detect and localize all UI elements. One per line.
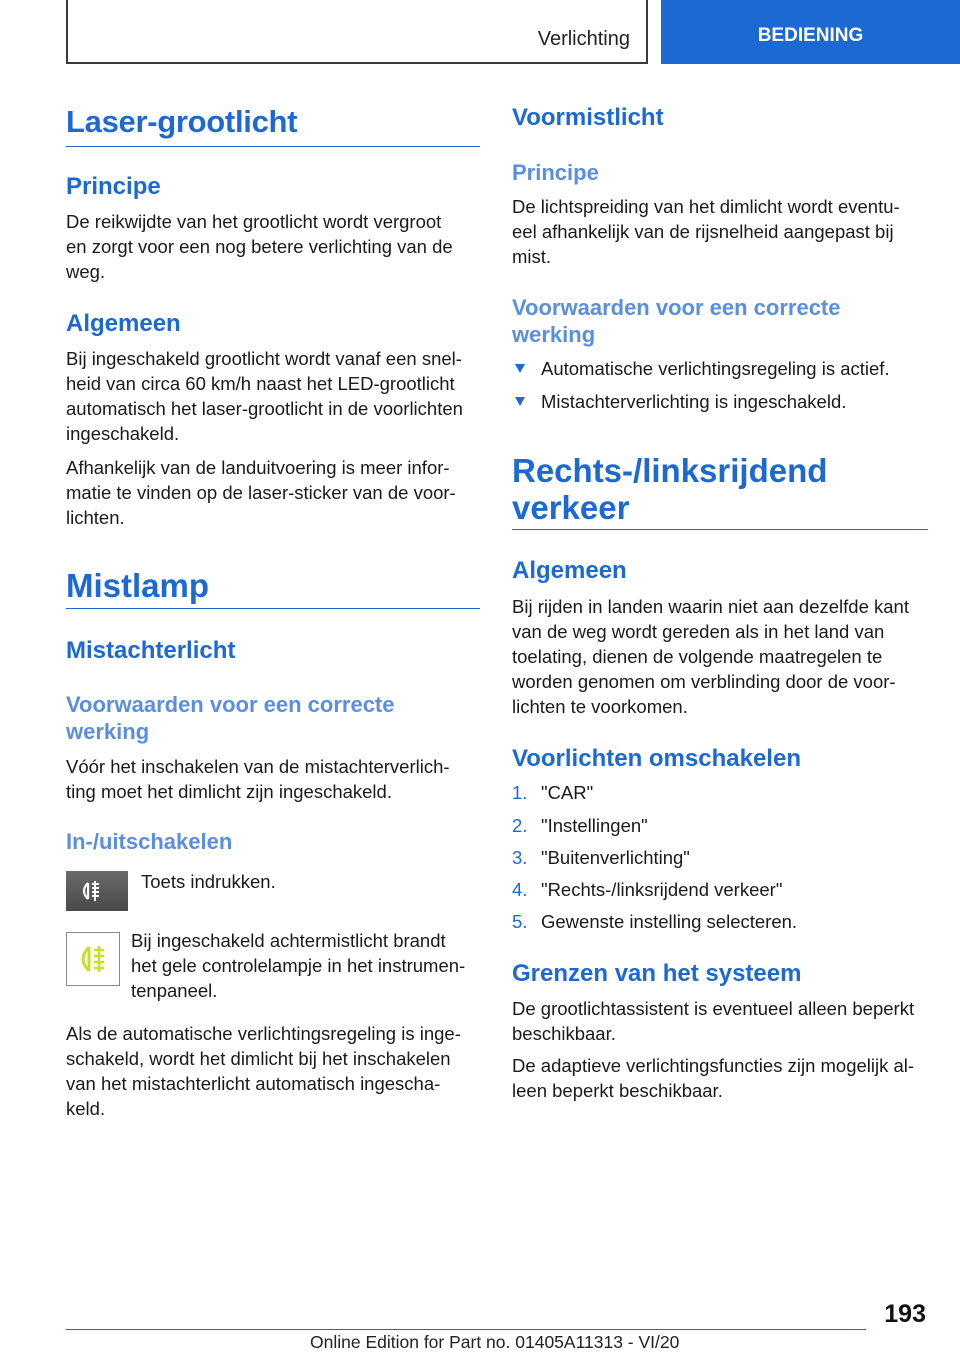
list-item: 2. "Instellingen"	[512, 815, 648, 836]
grenzen-heading: Grenzen van het systeem	[512, 960, 802, 987]
voormistlicht-heading: Voormistlicht	[512, 104, 664, 131]
list-item: 1. "CAR"	[512, 782, 594, 803]
grenzen-paragraph-2: De adaptieve verlichtingsfuncties zijn mogelijk al- leen beperkt beschikbaar.	[512, 1055, 915, 1101]
toets-text: Toets indrukken.	[141, 871, 276, 892]
mistachterlicht-heading: Mistachterlicht	[66, 637, 236, 664]
lamp-paragraph: Bij ingeschakeld achtermistlicht brandt het gele controlelampje in het instrumen- tenpaneel.	[131, 930, 466, 1001]
algemeen-paragraph: Bij ingeschakeld grootlicht wordt vanaf een snel- heid van circa 60 km/h naast het LED-grootlicht automatisch het laser-grootlicht in de voorlichten ingeschakeld.	[66, 348, 463, 444]
voorwaarden-heading-right: Voorwaarden voor een correcte werking	[512, 295, 841, 347]
voorwaarden-heading: Voorwaarden voor een correcte werking	[66, 692, 395, 744]
algemeen-heading: Algemeen	[66, 310, 181, 337]
triangle-bullet-icon	[515, 364, 525, 373]
heading-rule	[66, 608, 480, 609]
heading-rule	[66, 146, 480, 147]
principe-paragraph: De reikwijdte van het grootlicht wordt vergroot en zorgt voor een nog betere verlichting van de weg.	[66, 211, 453, 282]
algemeen-paragraph-2: Afhankelijk van de landuitvoering is meer infor- matie te vinden op de laser-sticker van de voor- lichten.	[66, 457, 456, 528]
rear-fog-light-button-icon	[66, 871, 128, 911]
mistlamp-heading: Mistlamp	[66, 567, 210, 604]
principe-heading: Principe	[66, 173, 161, 200]
voorwaarden-paragraph: Vóór het inschakelen van de mistachterverlich- ting moet het dimlicht zijn ingeschakeld.	[66, 756, 450, 802]
list-item: 4. "Rechts-/linksrijdend verkeer"	[512, 879, 783, 900]
algemeen-paragraph-right: Bij rijden in landen waarin niet aan dezelfde kant van de weg wordt gereden als in het land van toelating, dienen de volgende maatregelen te worden genomen om verblinding door de voor- lichten te voorkomen.	[512, 596, 909, 717]
voorlichten-omschakelen-heading: Voorlichten omschakelen	[512, 745, 801, 772]
header-chapter-tab: BEDIENING	[661, 0, 960, 64]
laser-grootlicht-heading: Laser-grootlicht	[66, 104, 298, 139]
principe-paragraph-right: De lichtspreiding van het dimlicht wordt eventu- eel afhankelijk van de rijsnelheid aangepast bij mist.	[512, 196, 900, 267]
footer-rule	[66, 1329, 866, 1330]
footer-edition: Online Edition for Part no. 01405A11313 - VI/20	[310, 1332, 680, 1352]
heading-rule	[512, 529, 928, 530]
grenzen-paragraph: De grootlichtassistent is eventueel alleen beperkt beschikbaar.	[512, 998, 915, 1044]
triangle-bullet-icon	[515, 397, 525, 406]
in-uitschakelen-heading: In-/uitschakelen	[66, 829, 233, 854]
list-item: Automatische verlichtingsregeling is actief.	[541, 358, 890, 379]
rechts-linksrijdend-heading: Rechts-/linksrijdend verkeer	[512, 452, 828, 526]
algemeen-heading-right: Algemeen	[512, 557, 627, 584]
rear-fog-indicator-icon	[66, 932, 120, 986]
principe-heading-right: Principe	[512, 160, 599, 185]
header-section-title: Verlichting	[537, 28, 630, 50]
list-item: Mistachterverlichting is ingeschakeld.	[541, 391, 847, 412]
list-item: 5. Gewenste instelling selecteren.	[512, 911, 798, 932]
header-box	[66, 0, 648, 64]
automatic-paragraph: Als de automatische verlichtingsregeling is inge- schakeld, wordt het dimlicht bij het inschakelen van het mistachterlicht automatisch ingescha- keld.	[66, 1023, 461, 1119]
list-item: 3. "Buitenverlichting"	[512, 847, 690, 868]
page-number: 193	[884, 1300, 926, 1328]
